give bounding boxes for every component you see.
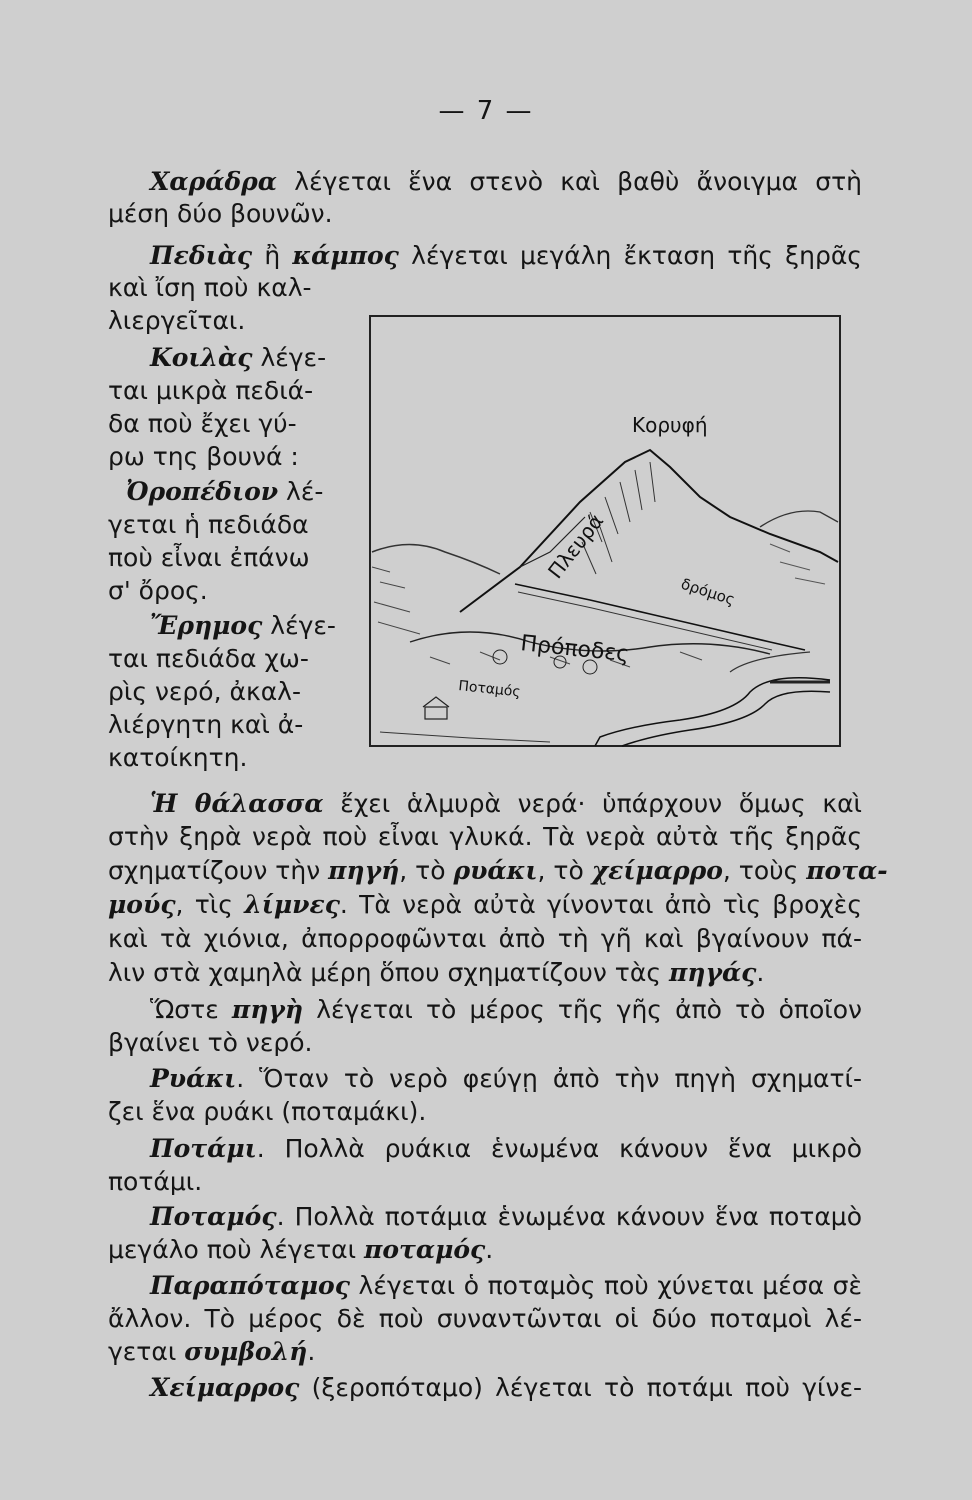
term: Πεδιὰς — [150, 241, 253, 270]
text-line: Χείμαρρος (ξεροπόταμο) λέγεται τὸ ποτάμι ποὺ γίνε- — [150, 1373, 862, 1402]
term: Χείμαρρος — [150, 1373, 300, 1402]
text-line: λιν στὰ χαμηλὰ μέρη ὅπου σχηματίζουν τὰς πηγάς. — [108, 958, 765, 987]
text-line: σ' ὄρος. — [108, 576, 208, 605]
text-line: δα ποὺ ἔχει γύ- — [108, 409, 297, 438]
text-line: λιεργεῖται. — [108, 306, 246, 335]
term: ρυάκι — [453, 856, 538, 885]
text-line: γεται ἡ πεδιάδα — [108, 510, 309, 539]
text-line: βγαίνει τὸ νερό. — [108, 1028, 313, 1057]
text-line: Χαράδρα λέγεται ἕνα στενὸ καὶ βαθὺ ἄνοιγμα στὴ — [150, 167, 862, 196]
term: Χαράδρα — [150, 167, 278, 196]
term: χείμαρρο — [591, 856, 723, 885]
term: Ποταμός — [150, 1202, 277, 1231]
text-line: μέση δύο βουνῶν. — [108, 199, 333, 228]
text-line: Παραπόταμος λέγεται ὁ ποταμὸς ποὺ χύνεται μέσα σὲ — [150, 1271, 862, 1300]
term: συμβολή — [184, 1337, 308, 1366]
text-line: Ρυάκι. Ὅταν τὸ νερὸ φεύγῃ ἀπὸ τὴν πηγὴ σχηματί- — [150, 1064, 862, 1093]
text-line: ται πεδιάδα χω- — [108, 644, 309, 673]
term: Κοιλὰς — [150, 343, 253, 372]
text-line: μούς, τὶς λίμνες. Τὰ νερὰ αὐτὰ γίνονται ἀπὸ τὶς βροχὲς — [108, 890, 862, 919]
label-peak: Κορυφή — [632, 413, 708, 437]
page-number: — 7 — — [438, 96, 534, 126]
text-line: μεγάλο ποὺ λέγεται ποταμός. — [108, 1235, 494, 1264]
text-line: ρὶς νερό, ἀκαλ- — [108, 677, 301, 706]
text-line: Ὥστε πηγὴ λέγεται τὸ μέρος τῆς γῆς ἀπὸ τὸ ὁποῖον — [150, 995, 862, 1024]
text-line: ζει ἕνα ρυάκι (ποταμάκι). — [108, 1097, 427, 1126]
text-line: καὶ ἴση ποὺ καλ- — [108, 273, 312, 302]
term: Παραπόταμος — [150, 1271, 350, 1300]
text-line: Ἔρημος λέγε- — [150, 611, 336, 640]
term: λίμνες — [244, 890, 340, 919]
text-line: σχηματίζουν τὴν πηγή, τὸ ρυάκι, τὸ χείμαρρο, τοὺς ποτα- — [108, 856, 888, 885]
label-foothills: Πρόποδες — [519, 631, 631, 668]
text-line: Ὀροπέδιον λέ- — [126, 477, 324, 506]
term: Ἡ θάλασσα — [150, 789, 324, 818]
text-line: ρω της βουνά : — [108, 442, 299, 471]
term: Ὀροπέδιον — [126, 477, 279, 506]
text-line: γεται συμβολή. — [108, 1337, 316, 1366]
term: Ποτάμι — [150, 1134, 257, 1163]
term: πηγάς — [668, 958, 757, 987]
term: Ρυάκι — [150, 1064, 237, 1093]
text-line: κατοίκητη. — [108, 743, 248, 772]
label-slope: Πλευρά — [543, 509, 609, 584]
text-line: ἄλλον. Τὸ μέρος δὲ ποὺ συναντῶνται οἱ δύο ποταμοὶ λέ- — [108, 1304, 862, 1333]
term: κάμπος — [292, 241, 399, 270]
text-line: ποτάμι. — [108, 1167, 203, 1196]
text-line: Ποταμός. Πολλὰ ποτάμια ἑνωμένα κάνουν ἕνα ποταμὸ — [150, 1202, 862, 1231]
term: πηγή — [328, 856, 400, 885]
text-line: Ἡ θάλασσα ἔχει ἁλμυρὰ νερά· ὑπάρχουν ὅμως καὶ — [150, 789, 863, 818]
term: ποτα- — [806, 856, 888, 885]
mountain-illustration — [350, 312, 850, 752]
text-line: ποὺ εἶναι ἐπάνω — [108, 543, 310, 572]
term: ποταμός — [364, 1235, 486, 1264]
text-line: Κοιλὰς λέγε- — [150, 343, 327, 372]
term: μούς — [108, 890, 176, 919]
text-line: καὶ τὰ χιόνια, ἀπορροφῶνται ἀπὸ τὴ γῆ καὶ βγαίνουν πά- — [108, 924, 862, 953]
term: πηγὴ — [231, 995, 304, 1024]
label-road: δρόμος — [678, 574, 738, 609]
text-line: λιέργητη καὶ ἀ- — [108, 710, 304, 739]
term: Ἔρημος — [150, 611, 263, 640]
text-line: ται μικρὰ πεδιά- — [108, 376, 314, 405]
text-line: Πεδιὰς ἢ κάμπος λέγεται μεγάλη ἔκταση τῆς ξηρᾶς — [150, 241, 862, 270]
label-river: Ποταμός — [457, 678, 522, 701]
text-line: στὴν ξηρὰ νερὰ ποὺ εἶναι γλυκά. Τὰ νερὰ αὐτὰ τῆς ξηρᾶς — [108, 822, 862, 851]
text-line: Ποτάμι. Πολλὰ ρυάκια ἑνωμένα κάνουν ἕνα μικρὸ — [150, 1134, 862, 1163]
